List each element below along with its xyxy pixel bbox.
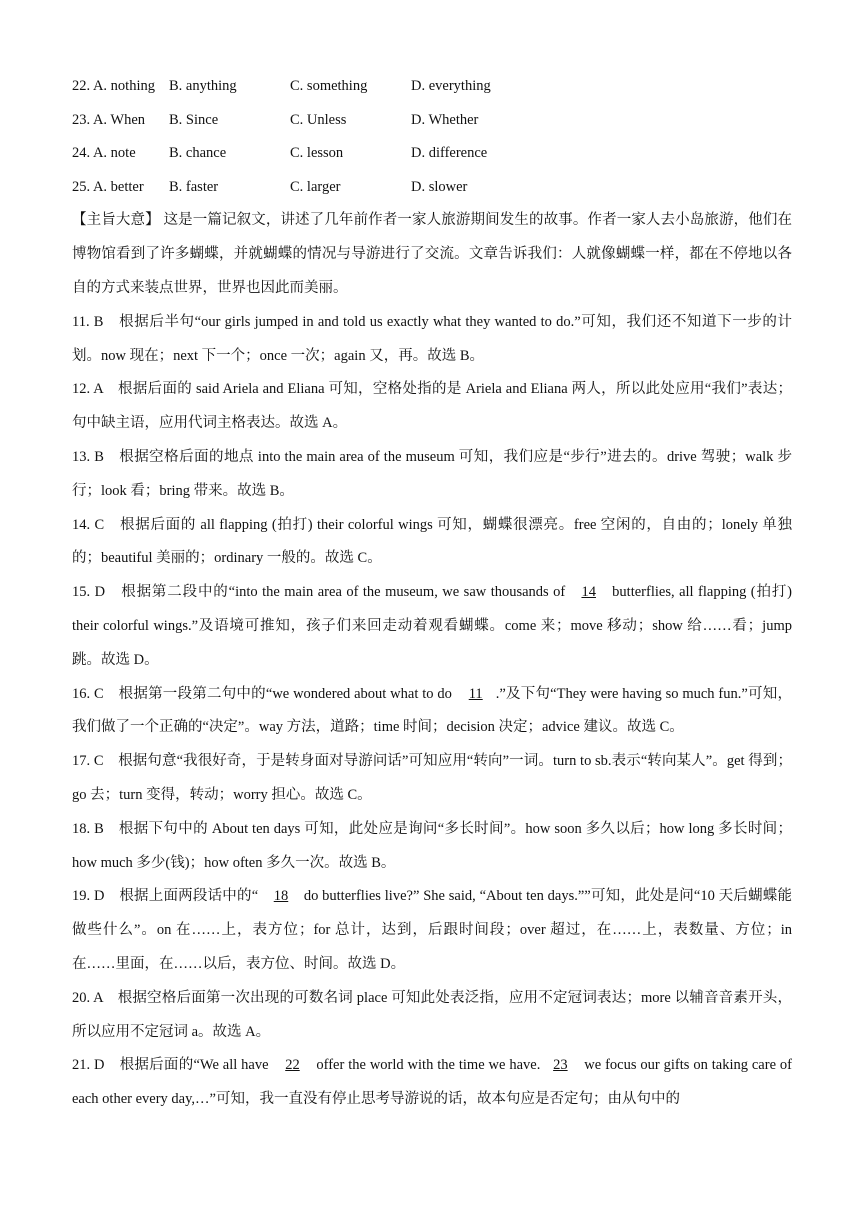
answer-11: 11. B 根据后半句“our girls jumped in and told us exactly what they wanted to do.”可知，我们还不知道下一步的计划。now 现在；next 下一个；once 一次；again 又，再。故选 B。 <box>72 313 792 364</box>
option-c: C. lesson <box>290 145 344 162</box>
option-b: B. anything <box>169 78 237 94</box>
option-b: B. Since <box>169 111 219 128</box>
answer-21 <box>72 1049 792 1117</box>
blank-18: 18 <box>273 888 289 905</box>
option-a: 24. A. note <box>72 145 136 162</box>
answer-19-text: 19. D 根据上面两段话中的“ <box>72 888 262 905</box>
option-row <box>72 104 792 138</box>
option-d: D. Whether <box>411 111 479 128</box>
blank-22: 22 <box>285 1057 300 1074</box>
summary-label: 【主旨大意】 <box>72 212 160 229</box>
option-c: C. Unless <box>290 111 347 128</box>
options-block <box>72 70 792 204</box>
option-a: 25. A. better <box>72 178 144 195</box>
answer-16-text: 16. C 根据第一段第二句中的“we wondered about what to do <box>72 685 456 702</box>
option-d: D. everything <box>411 78 491 94</box>
option-a: 23. A. When <box>72 111 146 128</box>
answer-14: 14. C 根据后面的 all flapping (拍打) their colorful wings 可知，蝴蝶很漂亮。free 空闲的，自由的；lonely 单独的；beautiful 美丽的；ordinary 一般的。故选 C。 <box>72 516 792 567</box>
answer-16 <box>72 678 792 746</box>
answer-21-text-mid: offer the world with the time we have. <box>312 1057 541 1074</box>
option-row <box>72 137 792 171</box>
option-d: D. difference <box>411 145 488 162</box>
answer-19 <box>72 880 792 981</box>
answer-18: 18. B 根据下句中的 About ten days 可知，此处应是询问“多长时间”。how soon 多久以后；how long 多长时间；how much 多少(钱)；how often 多久一次。故选 B。 <box>72 820 792 871</box>
option-b: B. faster <box>169 178 219 195</box>
option-c: C. larger <box>290 178 341 195</box>
option-c: C. something <box>290 78 368 94</box>
answer-13: 13. B 根据空格后面的地点 into the main area of the museum 可知，我们应是“步行”进去的。drive 驾驶；walk 步行；look 看；bring 带来。故选 B。 <box>72 448 792 499</box>
blank-14: 14 <box>581 584 596 601</box>
answer-19-text-cont: do butterflies live?” She said, “About ten days.””可知，此处是问“10 天后蝴蝶能做些什么”。on 在……上，表方位；for 总计，达到，后跟时间段；over 超过，在……上，表数量、方位；in 在……里面，在……以后，表方位、时间。故选 D。 <box>72 888 792 972</box>
answer-20: 20. A 根据空格后面第一次出现的可数名词 place 可知此处表泛指，应用不定冠词表达；more 以辅音音素开头，所以应用不定冠词 a。故选 A。 <box>72 989 792 1040</box>
answer-17: 17. C 根据句意“我很好奇，于是转身面对导游问话”可知应用“转向”一词。turn to sb.表示“转向某人”。get 得到；go 去；turn 变得，转动；worry 担心。故选 C。 <box>72 753 792 803</box>
option-d: D. slower <box>411 178 468 195</box>
answer-21-text: 21. D 根据后面的“We all have <box>72 1057 273 1074</box>
blank-11: 11 <box>468 685 483 702</box>
option-b: B. chance <box>169 145 227 162</box>
answer-21-text-cont: we focus our gifts on taking care of each other every day,…”可知，我一直没有停止思考导游说的话，故本句应是否定句；由从句中的 <box>72 1057 792 1108</box>
answer-16-text-cont: .”及下句“They were having so much fun.”可知，我们做了一个正确的“决定”。way 方法，道路；time 时间；decision 决定；advice 建议。故选 C。 <box>72 685 792 736</box>
document-page <box>72 70 792 1117</box>
summary-paragraph <box>72 204 792 305</box>
option-row <box>72 70 792 104</box>
summary-text: 这是一篇记叙文，讲述了几年前作者一家人旅游期间发生的故事。作者一家人去小岛旅游，他们在博物馆看到了许多蝴蝶，并就蝴蝶的情况与导游进行了交流。文章告诉我们：人就像蝴蝶一样，都在不停地以各自的方式来装点世界，世界也因此而美丽。 <box>72 212 793 296</box>
answer-15-text-cont: butterflies, all flapping (拍打) their colorful wings.”及语境可推知，孩子们来回走动着观看蝴蝶。come 来；move 移动；show 给……看；jump 跳。故选 D。 <box>72 584 792 668</box>
answer-12: 12. A 根据后面的 said Ariela and Eliana 可知，空格处指的是 Ariela and Eliana 两人，所以此处应用“我们”表达；句中缺主语，应用代词主格表达。故选 A。 <box>72 381 792 432</box>
blank-23: 23 <box>553 1057 568 1074</box>
option-row <box>72 171 792 205</box>
answer-15-text: 15. D 根据第二段中的“into the main area of the museum, we saw thousands of <box>72 584 570 601</box>
answer-15 <box>72 576 792 677</box>
option-a: 22. A. nothing <box>72 78 155 94</box>
